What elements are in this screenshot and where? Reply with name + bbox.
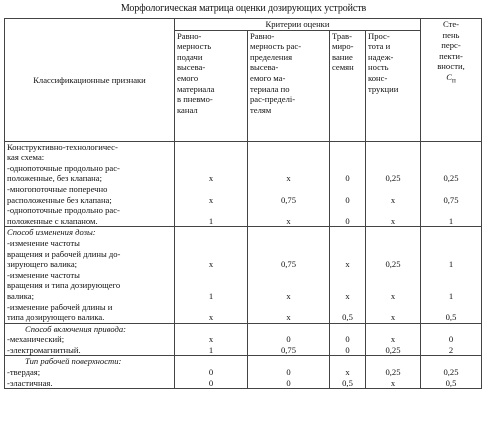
section-working-surface [5, 356, 482, 389]
value-cell: x x 0,5 [330, 227, 366, 323]
value-cell: 0,25 x x [366, 227, 421, 323]
value-cell: 0 2 [421, 323, 482, 356]
criteria-header: Критерии оценки [175, 19, 421, 31]
section-drive-engagement [5, 323, 482, 356]
morphological-matrix-table [4, 18, 482, 389]
value-cell: 0 0 0 [330, 141, 366, 227]
value-cell: 0,75 x x [248, 227, 330, 323]
value-cell: 0 0 [248, 356, 330, 389]
section-label: Способ изменения дозы: -изменение частоты вращения и рабочей длины до- зирующего валика; -изменение частоты вращения и типа дозирующего валика; -изменение рабочей длины и типа дозирующего валика. [5, 227, 175, 323]
classification-header: Классификационные признаки [5, 19, 175, 142]
section-design-scheme [5, 141, 482, 227]
value-cell: x 1 [175, 323, 248, 356]
criterion-feed-uniformity: Равно- мерность подачи высева- емого материала в пневмо- канал [175, 30, 248, 141]
value-cell: x 0,75 x [248, 141, 330, 227]
perspectivity-header: Сте- пень перс- пекти- вности, $C_п$ [421, 19, 482, 142]
section-dose-change [5, 227, 482, 323]
criterion-seed-damage: Трав- миро- вание семян [330, 30, 366, 141]
value-cell: 0,25 x [366, 356, 421, 389]
section-label: Способ включения привода: -механический; -электромагнитный. [5, 323, 175, 356]
criterion-simplicity-reliability: Прос- тота и надеж- ность конс- трукции [366, 30, 421, 141]
value-cell: 0 0,75 [248, 323, 330, 356]
value-cell: 0,25 x x [366, 141, 421, 227]
value-cell: x 0,5 [330, 356, 366, 389]
value-cell: x 0,25 [366, 323, 421, 356]
value-cell: 1 1 0,5 [421, 227, 482, 323]
table-title: Морфологическая матрица оценки дозирующих устройств [120, 3, 367, 14]
section-label: Тип рабочей поверхности: -твердая; -эластичная. [5, 356, 175, 389]
value-cell: 0,25 0,5 [421, 356, 482, 389]
value-cell: 0 0 [175, 356, 248, 389]
value-cell: 0,25 0,75 1 [421, 141, 482, 227]
value-cell: x x 1 [175, 141, 248, 227]
value-cell: x 1 x [175, 227, 248, 323]
criterion-distribution-uniformity: Равно- мерность рас- пределения высева- емого ма- териала по рас-пределі- телям [248, 30, 330, 141]
section-label: Конструктивно-технологичес- кая схема: -однопоточные продольно рас- положенные, без клапана; -многопоточные поперечно расположенные без клапана; -однопоточные продольно рас- положенные с клапаном. [5, 141, 175, 227]
value-cell: 0 0 [330, 323, 366, 356]
